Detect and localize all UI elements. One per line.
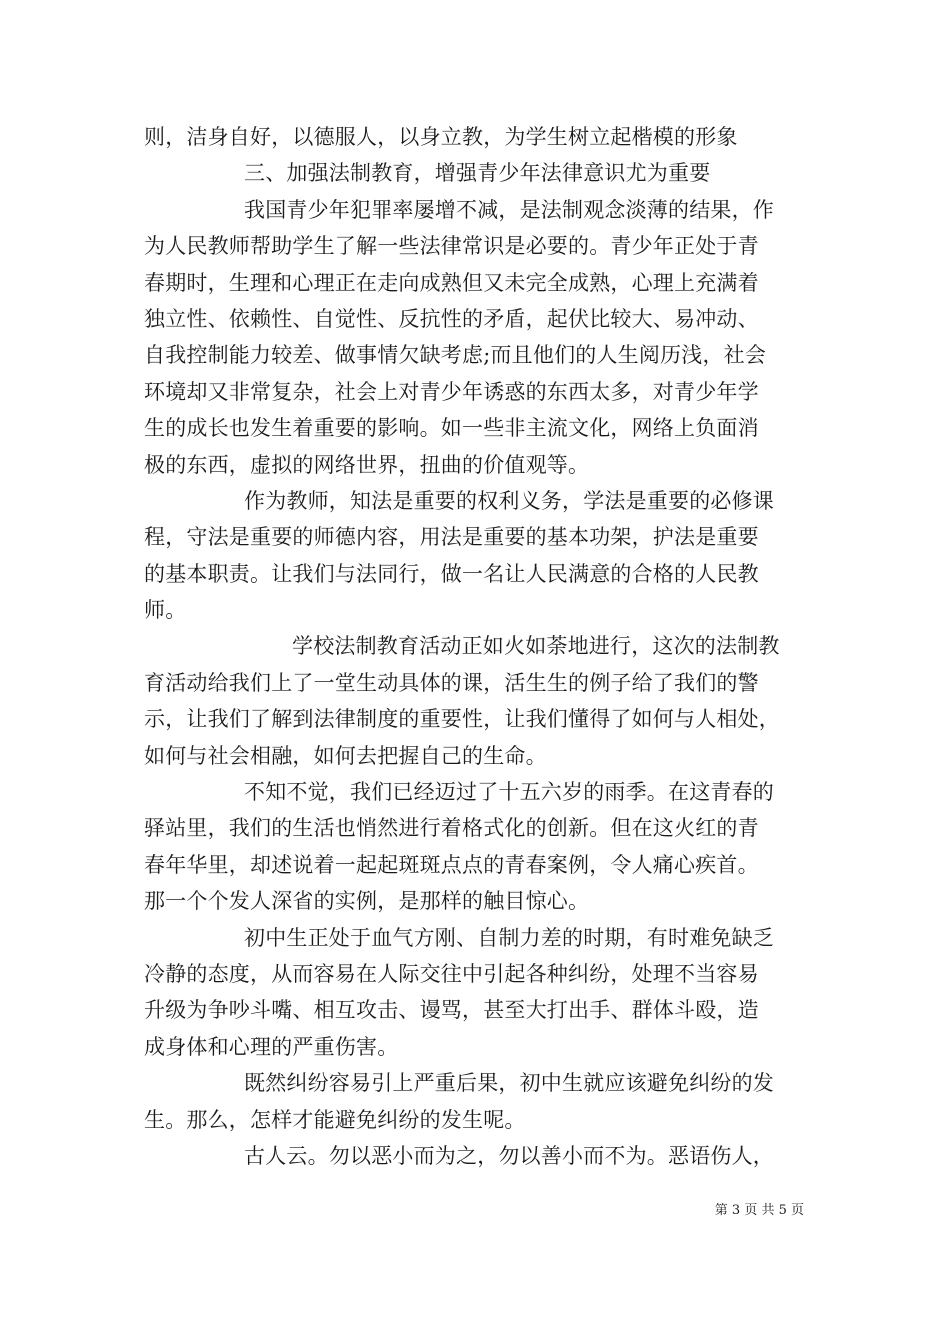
text-line: 春期时，生理和心理正在走向成熟但又未完全成熟，心理上充满着	[144, 270, 759, 295]
body-text	[144, 119, 824, 1174]
text-line: 则，洁身自好，以德服人，以身立教，为学生树立起楷模的形象	[144, 125, 738, 149]
text-line: 为人民教师帮助学生了解一些法律常识是必要的。青少年正处于青	[144, 234, 759, 259]
text-line: 升级为争吵斗嘴、相互攻击、谩骂，甚至大打出手、群体斗殴，造	[144, 998, 759, 1023]
paragraph-start: 古人云。勿以恶小而为之，勿以善小而不为。恶语伤人，	[244, 1143, 774, 1168]
text-line: 示，让我们了解到法律制度的重要性，让我们懂得了如何与人相处，	[144, 707, 780, 732]
text-line: 程，守法是重要的师德内容，用法是重要的基本功架，护法是重要	[144, 525, 759, 550]
text-line: 成身体和心理的严重伤害。	[144, 1034, 399, 1059]
text-line: 那一个个发人深省的实例，是那样的触目惊心。	[144, 889, 590, 914]
section-heading: 三、加强法制教育，增强青少年法律意识尤为重要	[244, 161, 711, 186]
paragraph-start: 学校法制教育活动正如火如荼地进行，这次的法制教	[292, 634, 780, 659]
text-line: 冷静的态度，从而容易在人际交往中引起各种纠纷，处理不当容易	[144, 961, 759, 986]
text-line: 如何与社会相融，如何去把握自己的生命。	[144, 743, 547, 768]
page-number-footer: 第 3 页 共 5 页	[714, 1203, 804, 1218]
text-line: 独立性、依赖性、自觉性、反抗性的矛盾，起伏比较大、易冲动、	[144, 306, 759, 331]
text-line: 的基本职责。让我们与法同行，做一名让人民满意的合格的人民教	[144, 561, 759, 586]
text-line: 春年华里，却述说着一起起斑斑点点的青春案例，令人痛心疾首。	[144, 852, 759, 877]
paragraph-start: 初中生正处于血气方刚、自制力差的时期，有时难免缺乏	[244, 925, 774, 950]
paragraph-start: 我国青少年犯罪率屡增不减，是法制观念淡薄的结果，作	[244, 197, 774, 222]
paragraph-start: 作为教师，知法是重要的权利义务，学法是重要的必修课	[244, 488, 774, 513]
text-line: 极的东西，虚拟的网络世界，扭曲的价值观等。	[144, 452, 590, 477]
text-line: 环境却又非常复杂，社会上对青少年诱惑的东西太多，对青少年学	[144, 379, 759, 404]
paragraph-start: 不知不觉，我们已经迈过了十五六岁的雨季。在这青春的	[244, 780, 774, 805]
paragraph-start: 既然纠纷容易引上严重后果，初中生就应该避免纠纷的发	[244, 1071, 774, 1096]
text-line: 师。	[144, 598, 187, 623]
text-line: 生的成长也发生着重要的影响。如一些非主流文化，网络上负面消	[144, 416, 759, 441]
text-line: 驿站里，我们的生活也悄然进行着格式化的创新。但在这火红的青	[144, 816, 759, 841]
text-line: 自我控制能力较差、做事情欠缺考虑;而且他们的人生阅历浅，社会	[144, 343, 767, 368]
text-line: 育活动给我们上了一堂生动具体的课，活生生的例子给了我们的警	[144, 670, 759, 695]
text-line: 生。那么，怎样才能避免纠纷的发生呢。	[144, 1107, 526, 1132]
